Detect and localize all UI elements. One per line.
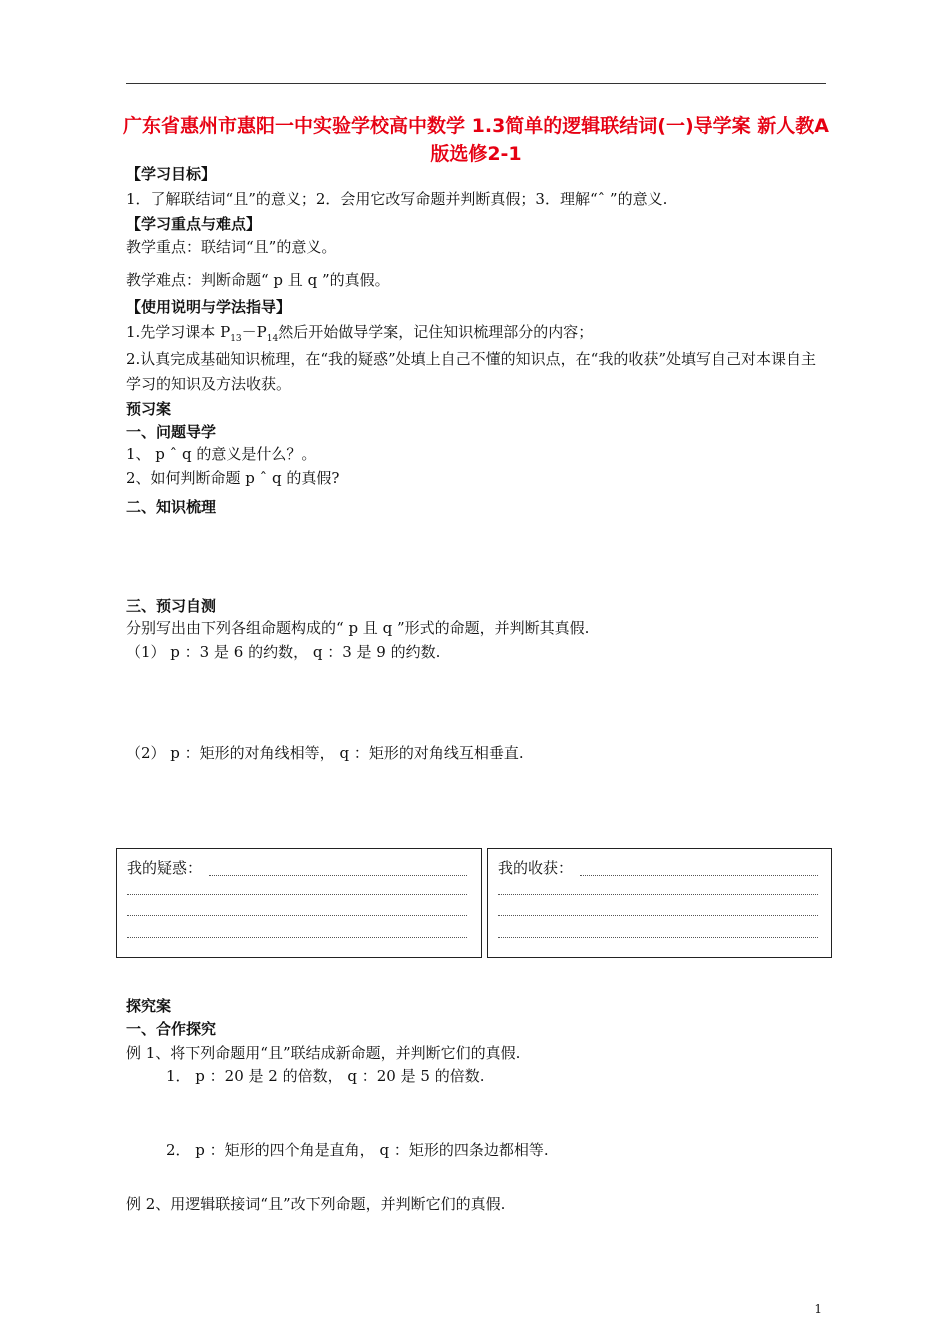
example-1-item-2: 2． p ：矩形的四个角是直角， q ：矩形的四条边都相等. (166, 1141, 549, 1159)
doubt-label: 我的疑惑： (127, 859, 203, 877)
usage-heading: 【使用说明与学法指导】 (126, 298, 292, 316)
doubt-line (127, 894, 467, 895)
document-title: 广东省惠州市惠阳一中实验学校高中数学 1.3简单的逻辑联结词(一)导学案 新人教A版选修2-1 (123, 115, 829, 165)
selftest-item-2: （2） p ：矩形的对角线相等， q ：矩形的对角线互相垂直. (126, 744, 524, 762)
question-2: 2、如何判断命题 p ˆ q 的真假? (126, 469, 340, 487)
doubt-line (127, 937, 467, 938)
usage-item-1-post: 然后开始做导学案，记住知识梳理部分的内容； (278, 323, 594, 341)
example-1: 例 1、将下列命题用“且”联结成新命题，并判断它们的真假. (126, 1044, 521, 1062)
gain-line (498, 915, 818, 916)
selftest-intro: 分别写出由下列各组命题构成的“ p 且 q ”形式的命题，并判断其真假. (126, 619, 590, 637)
gain-label: 我的收获： (498, 859, 574, 877)
usage-item-1-pre: 1.先学习课本 P (126, 323, 231, 341)
usage-item-1-mid: －P (241, 323, 267, 341)
knowledge-heading: 二、知识梳理 (126, 498, 217, 516)
example-1-item-1: 1． p ：20 是 2 的倍数， q ：20 是 5 的倍数. (166, 1067, 485, 1085)
doubt-line (209, 875, 467, 876)
selftest-item-1: （1） p ：3 是 6 的约数， q ：3 是 9 的约数. (126, 643, 441, 661)
usage-item-2: 2.认真完成基础知识梳理，在“我的疑惑”处填上自己不懂的知识点，在“我的收获”处填写自己对本课自主学习的知识及方法收获。 (126, 350, 816, 393)
question-1: 1、 p ˆ q 的意义是什么？。 (126, 445, 317, 463)
difficulty-text: 教学难点：判断命题“ p 且 q ”的真假。 (126, 271, 390, 289)
key-point-text: 教学重点：联结词“且”的意义。 (126, 238, 337, 256)
header-rule (126, 83, 826, 84)
explore-heading: 探究案 (126, 997, 172, 1015)
gain-box[interactable] (487, 848, 832, 958)
page-number: 1 (814, 1302, 822, 1316)
goals-heading: 【学习目标】 (126, 165, 217, 183)
preview-heading: 预习案 (126, 400, 172, 418)
gain-line (580, 875, 818, 876)
example-2: 例 2、用逻辑联接词“且”改下列命题，并判断它们的真假. (126, 1195, 506, 1213)
doubt-line (127, 915, 467, 916)
gain-line (498, 894, 818, 895)
usage-item-1-sub1: 13 (230, 334, 242, 344)
usage-item-1-sub2: 14 (266, 334, 279, 344)
selftest-heading: 三、预习自测 (126, 597, 217, 615)
usage-item-1 (126, 321, 593, 350)
key-heading: 【学习重点与难点】 (126, 215, 262, 233)
gain-line (498, 937, 818, 938)
goals-text: 1．了解联结词“且”的意义；2．会用它改写命题并判断真假；3．理解“ˆ ”的意义. (126, 190, 668, 208)
question-guide-heading: 一、问题导学 (126, 423, 217, 441)
cooperation-heading: 一、合作探究 (126, 1020, 217, 1038)
doubt-box[interactable] (116, 848, 482, 958)
